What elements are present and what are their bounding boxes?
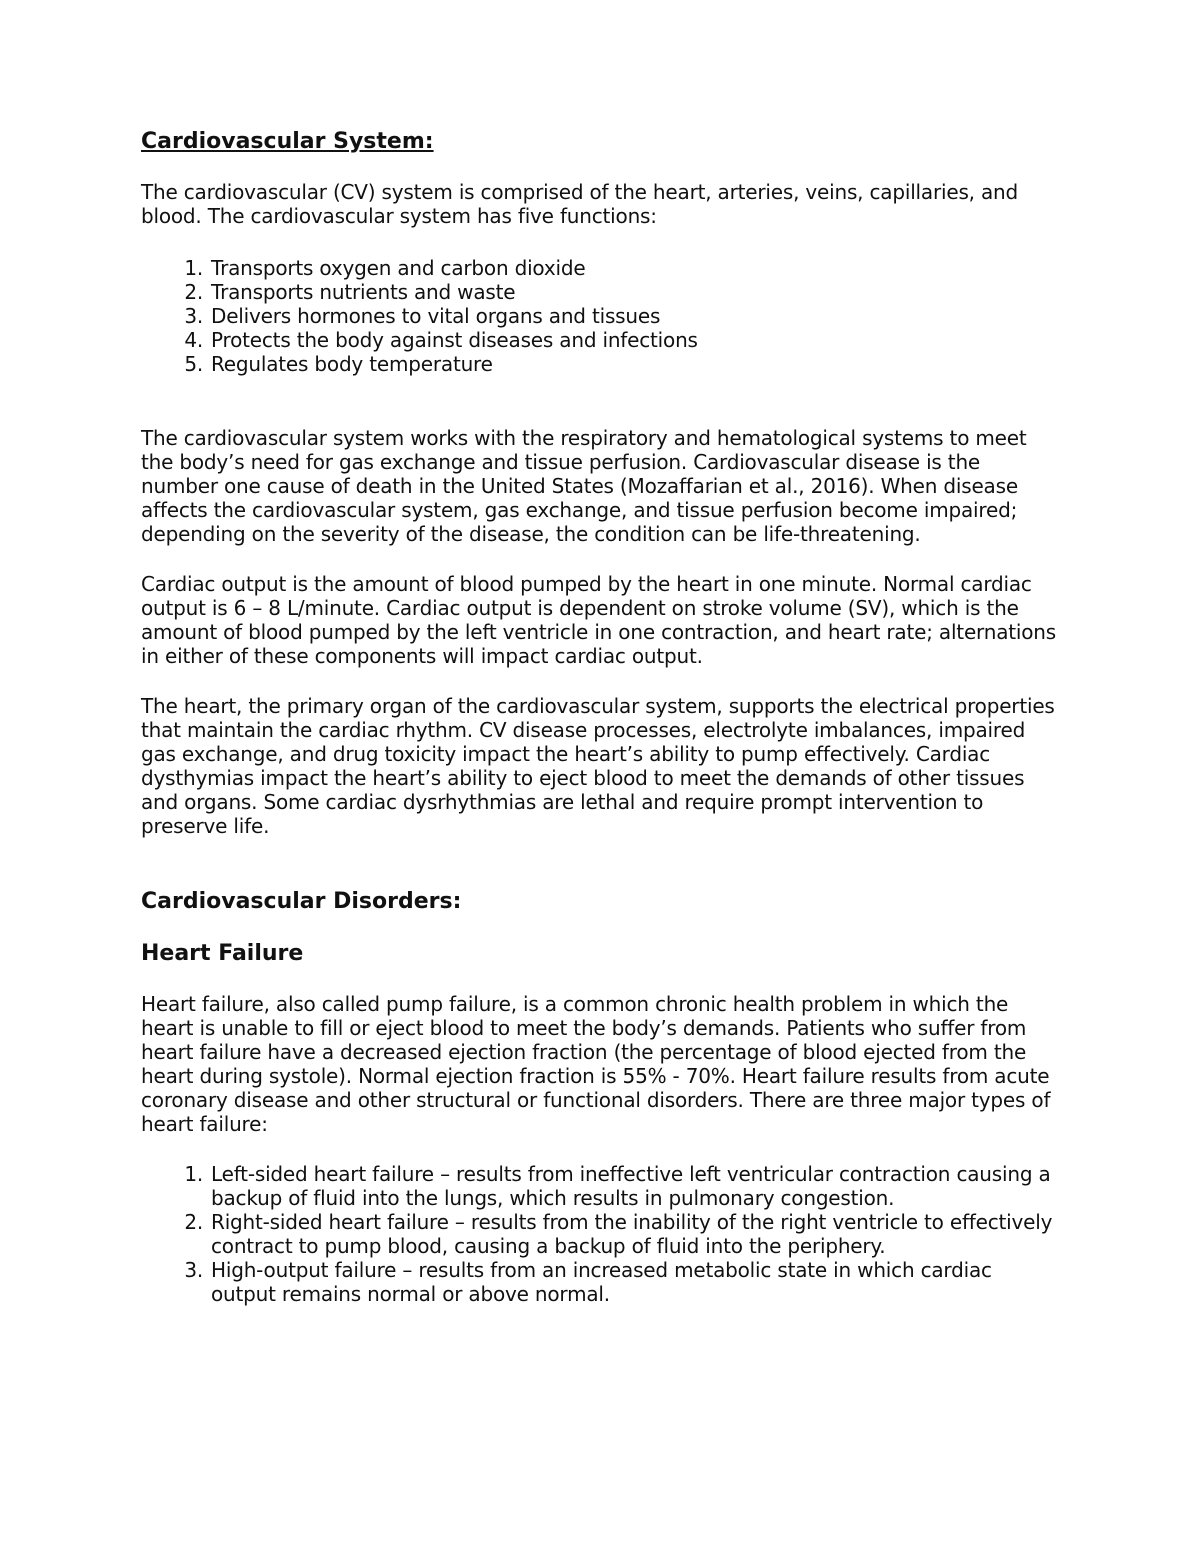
list-number: 3.: [184, 1258, 203, 1282]
section-title-cardiovascular-disorders: Cardiovascular Disorders:: [141, 889, 462, 914]
list-item: [141, 1162, 1061, 1210]
list-item: [141, 352, 1061, 376]
list-number: 1.: [184, 256, 203, 280]
document-page: [141, 128, 1061, 1306]
paragraph-heart-rhythm: The heart, the primary organ of the cardiovascular system, supports the electrical properties that maintain the cardiac rhythm. CV disease processes, electrolyte imbalances, impaired gas exchange, and drug toxicity impact the heart’s ability to pump effectively. Cardiac dysthymias impact the heart’s ability to eject blood to meet the demands of other tissues and organs. Some cardiac dysrhythmias are lethal and require prompt intervention to preserve life.: [141, 694, 1055, 838]
paragraph-cardiac-output: Cardiac output is the amount of blood pumped by the heart in one minute. Normal cardiac output is 6 – 8 L/minute. Cardiac output is dependent on stroke volume (SV), which is the amount of blood pumped by the left ventricle in one contraction, and heart rate; alternations in either of these components will impact cardiac output.: [141, 572, 1056, 668]
list-item-text: Right-sided heart failure – results from the inability of the right ventricle to effectively contract to pump blood, causing a backup of fluid into the periphery.: [211, 1210, 1053, 1258]
section-title-cardiovascular-system: Cardiovascular System:: [141, 129, 434, 154]
list-number: 2.: [184, 280, 203, 304]
subsection-title-heart-failure: Heart Failure: [141, 941, 304, 966]
list-item-text: Delivers hormones to vital organs and tissues: [211, 304, 661, 328]
list-number: 4.: [184, 328, 203, 352]
list-item: [141, 1210, 1061, 1258]
functions-list: [141, 256, 1061, 376]
list-item: [141, 1258, 1061, 1306]
list-item-text: Protects the body against diseases and infections: [211, 328, 698, 352]
list-item: [141, 280, 1061, 304]
list-item-text: High-output failure – results from an increased metabolic state in which cardiac output remains normal or above normal.: [211, 1258, 992, 1306]
list-item: [141, 256, 1061, 280]
list-item: [141, 328, 1061, 352]
list-item-text: Regulates body temperature: [211, 352, 493, 376]
paragraph-heart-failure: Heart failure, also called pump failure, is a common chronic health problem in which the heart is unable to fill or eject blood to meet the body’s demands. Patients who suffer from heart failure have a decreased ejection fraction (the percentage of blood ejected from the heart during systole). Normal ejection fraction is 55% - 70%. Heart failure results from acute coronary disease and other structural or functional disorders. There are three major types of heart failure:: [141, 992, 1051, 1136]
list-number: 3.: [184, 304, 203, 328]
heart-failure-types-list: [141, 1162, 1061, 1306]
list-number: 5.: [184, 352, 203, 376]
list-item-text: Left-sided heart failure – results from ineffective left ventricular contraction causing a backup of fluid into the lungs, which results in pulmonary congestion.: [211, 1162, 1051, 1210]
intro-paragraph: The cardiovascular (CV) system is comprised of the heart, arteries, veins, capillaries, and blood. The cardiovascular system has five functions:: [141, 180, 1019, 228]
list-item-text: Transports nutrients and waste: [211, 280, 516, 304]
list-item-text: Transports oxygen and carbon dioxide: [211, 256, 586, 280]
paragraph-respiratory: The cardiovascular system works with the respiratory and hematological systems to meet the body’s need for gas exchange and tissue perfusion. Cardiovascular disease is the number one cause of death in the United States (Mozaffarian et al., 2016). When disease affects the cardiovascular system, gas exchange, and tissue perfusion become impaired; depending on the severity of the disease, the condition can be life-threatening.: [141, 426, 1027, 546]
list-number: 1.: [184, 1162, 203, 1186]
list-item: [141, 304, 1061, 328]
list-number: 2.: [184, 1210, 203, 1234]
